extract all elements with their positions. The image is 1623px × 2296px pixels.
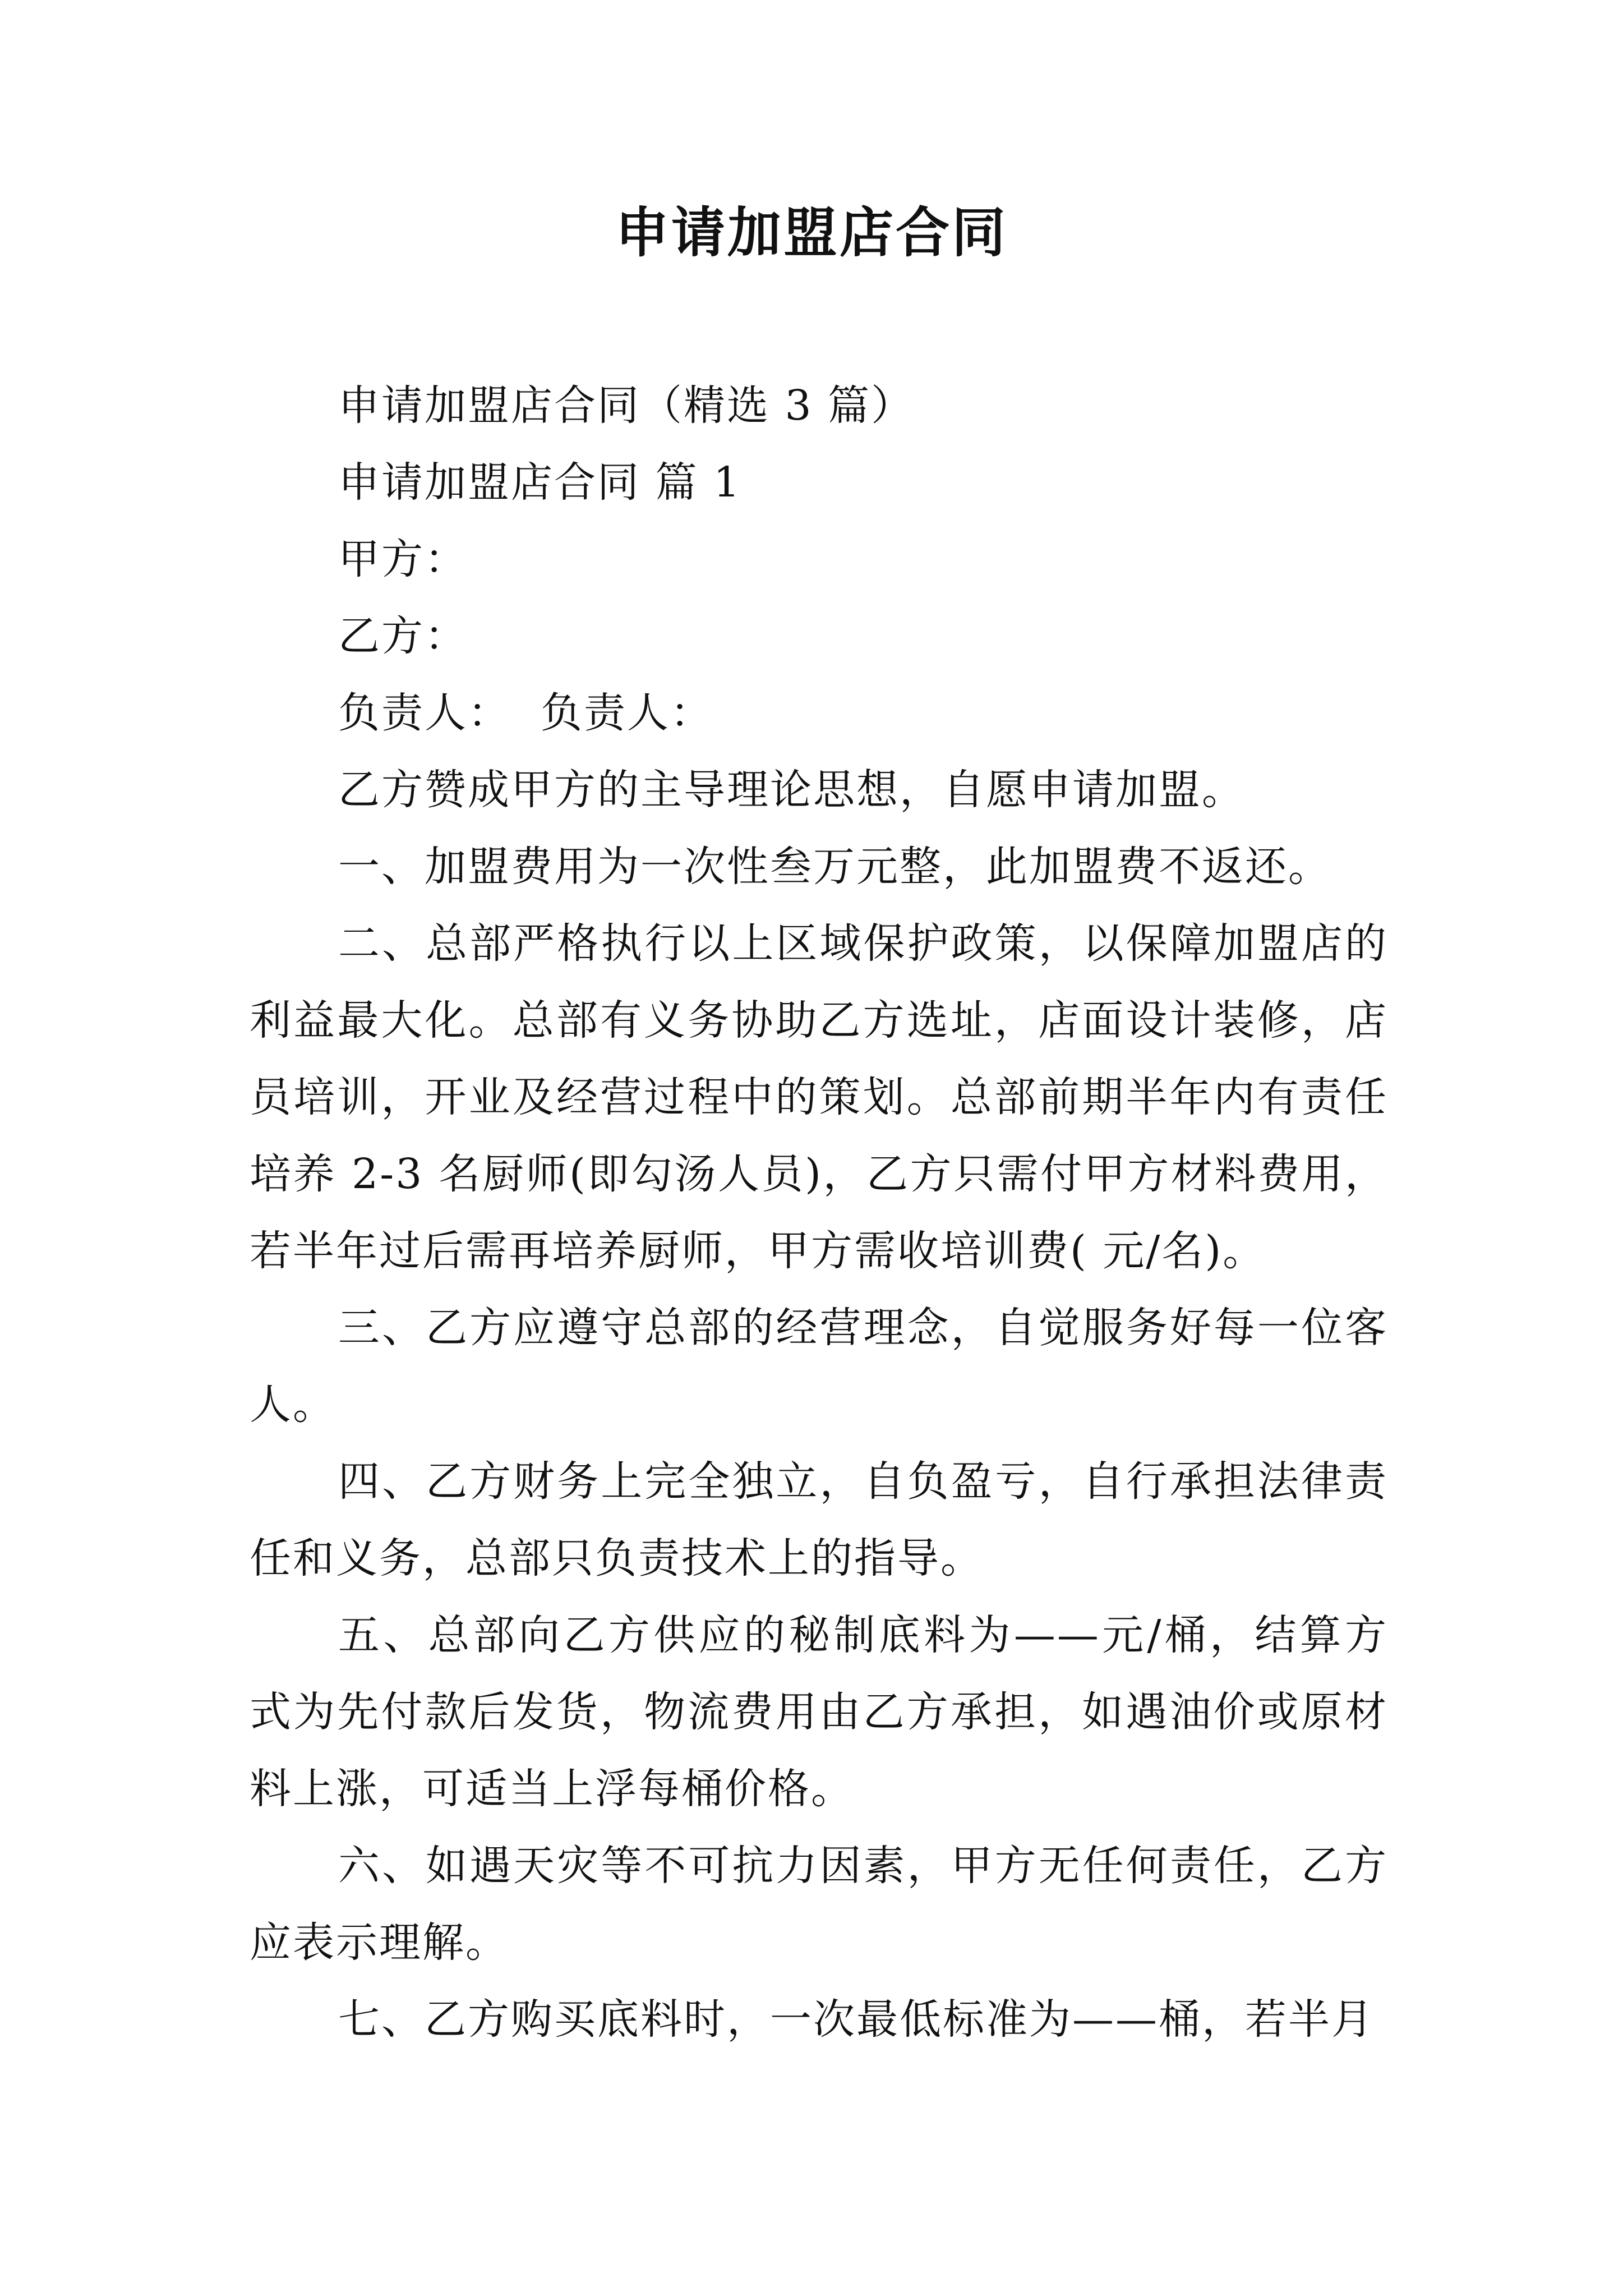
paragraph-responsible-persons: 负责人： 负责人： [338, 689, 714, 737]
paragraph-clause-1: 一、加盟费用为一次性叁万元整，此加盟费不返还。 [338, 843, 1331, 891]
paragraph-clause-7: 七、乙方购买底料时，一次最低标准为——桶，若半月 [338, 1995, 1375, 2044]
paragraph-clause-2: 二、总部严格执行以上区域保护政策，以保障加盟店的利益最大化。总部有义务协助乙方选址，店面设计装修，店员培训，开业及经营过程中的策划。总部前期半年内有责任培养 2-3 名厨师(即勾汤人员)，乙方只需付甲方材料费用，若半年过后需再培养厨师，甲方需收培训费( 元/名)。 [250, 919, 1388, 1275]
paragraph-intro: 乙方赞成甲方的主导理论思想，自愿申请加盟。 [338, 766, 1245, 814]
paragraph-subtitle: 申请加盟店合同（精选 3 篇） [338, 381, 915, 430]
paragraph-clause-6: 六、如遇天灾等不可抗力因素，甲方无任何责任，乙方应表示理解。 [250, 1842, 1388, 1967]
paragraph-party-b: 乙方： [338, 612, 468, 660]
paragraph-clause-4: 四、乙方财务上完全独立，自负盈亏，自行承担法律责任和义务，总部只负责技术上的指导。 [250, 1457, 1388, 1582]
paragraph-clause-5: 五、总部向乙方供应的秘制底料为——元/桶，结算方式为先付款后发货，物流费用由乙方承担，如遇油价或原材料上涨，可适当上浮每桶价格。 [250, 1611, 1388, 1813]
document-title: 申请加盟店合同 [615, 201, 1008, 264]
paragraph-clause-3: 三、乙方应遵守总部的经营理念，自觉服务好每一位客人。 [250, 1304, 1388, 1429]
paragraph-party-a: 甲方： [338, 535, 468, 583]
document-body [250, 367, 1388, 2058]
paragraph-section-heading: 申请加盟店合同 篇 1 [338, 458, 742, 507]
